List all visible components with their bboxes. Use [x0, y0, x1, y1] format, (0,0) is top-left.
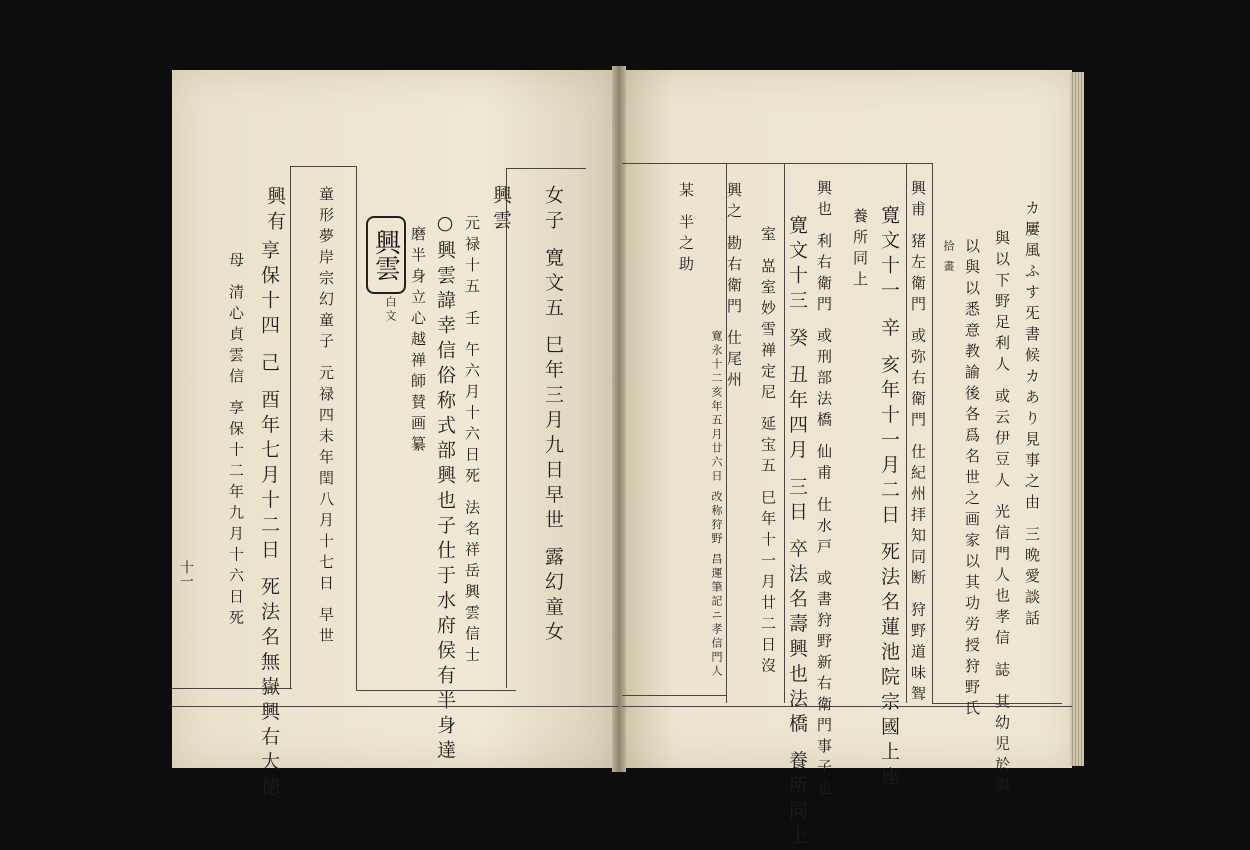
rule	[506, 168, 507, 688]
rule	[622, 695, 726, 696]
text-column: 童形夢岸宗幻童子 元禄四未年閏八月十七日 早世	[317, 186, 335, 649]
book-gutter	[612, 66, 626, 772]
text-column: 磨半身立心越禅師賛画纂	[409, 226, 427, 457]
text-column: 興也 利右衛門 或刑部法橋 仙甫 仕水戸 或書狩野新右衛門事子也	[815, 180, 833, 801]
rule	[932, 163, 933, 703]
rule	[622, 163, 932, 164]
text-column: 興雲	[490, 185, 512, 235]
text-column: 興有	[264, 186, 286, 236]
text-column: 以與以悉意教諭後各爲名世之画家以其功労授狩野氏	[963, 238, 981, 721]
seal-stamp: 興雲	[366, 216, 406, 294]
text-column: 室 嵓室妙雪禅定尼 延宝五 巳年十一月廿二日沒	[759, 226, 777, 679]
text-column: 養所同上	[851, 208, 869, 292]
text-column: 寛永十二亥年五月廿六日 改称狩野 昌運筆記ニ孝信門人	[710, 330, 723, 679]
rule	[290, 166, 356, 167]
seal-label: 白文	[384, 296, 397, 324]
page-number: 十一	[178, 560, 194, 588]
text-column: カ屢風ふす旡書候カあり見事之由 三晩愛談話	[1023, 200, 1041, 631]
text-column: 寛文十一 辛 亥年十一月二日 死法名蓮池院宗國上座	[878, 205, 900, 792]
text-column: ○興雲諱幸信俗称式部興也子仕于水府侯有半身達	[434, 212, 456, 765]
text-column: 興甫 猪左衛門 或弥右衛門 仕紀州拝知同断 狩野道味聟	[909, 180, 927, 707]
text-column: 拾 畫	[942, 240, 955, 275]
text-column: 興之 勘右衛門 仕尾州	[725, 182, 743, 393]
text-column: 女子 寛文五 巳年三月九日早世 露幻童女	[542, 185, 564, 647]
bottom-rule-left	[172, 706, 618, 707]
text-column: 元禄十五 壬 午六月十六日死 法名祥岳興雲信士	[463, 215, 481, 668]
rule	[356, 166, 357, 690]
text-column: 某 半之助	[677, 182, 695, 277]
rule	[506, 168, 586, 169]
text-column: 與以下野足利人 或云伊豆人 光信門人也孝信 誌 其幼児於與	[993, 230, 1011, 799]
page-edges	[1070, 72, 1084, 766]
rule	[290, 166, 291, 688]
text-column: 母 清心貞雲信 享保十二年九月十六日死	[227, 252, 245, 631]
text-column: 寛文十三 癸 丑年四月 三日 卒法名壽興也法橋 養所同上	[786, 215, 808, 850]
text-column: 享保十四 己 酉年七月十二日 死法名無嶽興右大徳	[258, 240, 280, 802]
rule	[906, 163, 907, 703]
